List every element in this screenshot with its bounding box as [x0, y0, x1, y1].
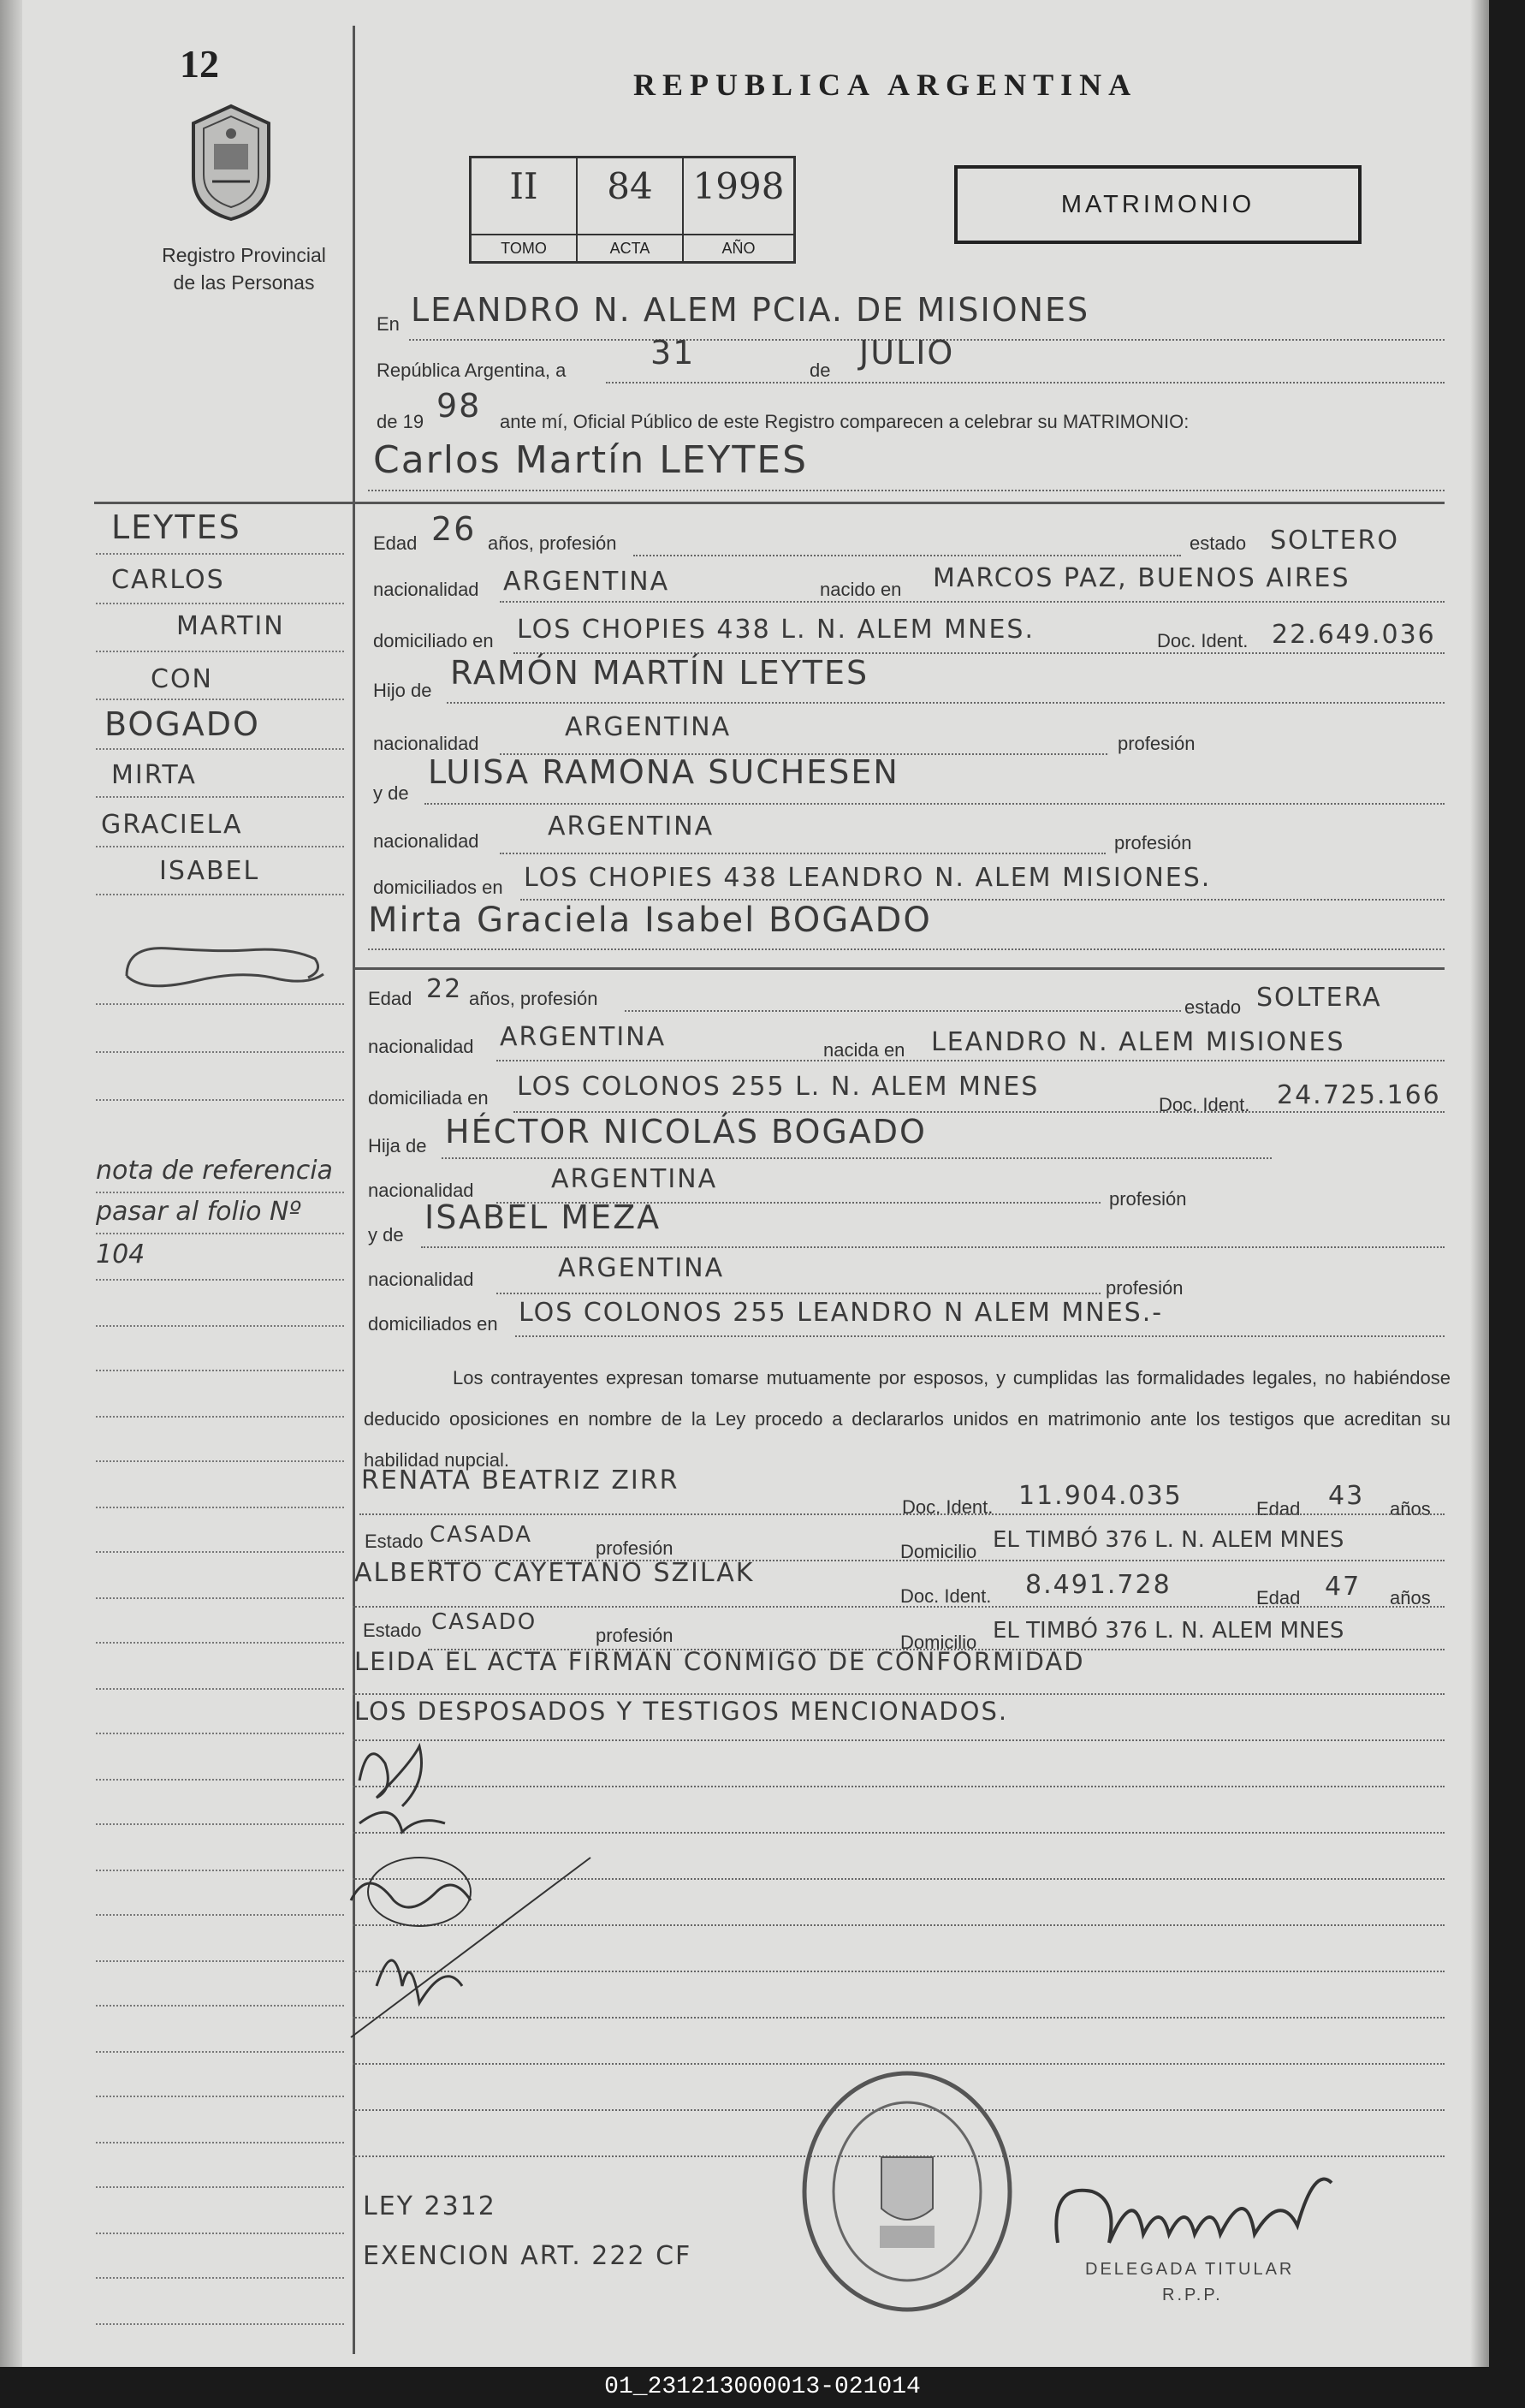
- dotted-line: [442, 1157, 1272, 1159]
- registry-stamp-icon: [796, 2063, 1018, 2320]
- acta-cell: [578, 158, 684, 261]
- groom-anos-label: años, profesión: [488, 532, 617, 554]
- dotted-line: [96, 1233, 344, 1234]
- footer-note-exemption: EXENCION ART. 222 CF: [363, 2241, 692, 2271]
- declaration-text: Los contrayentes expresan tomarse mutuamente por esposos, y cumplidas las formalidades legales, no habiéndose deducido oposiciones en nombre de la Ley procedo a declararlos unidos en matrimonio ante los testigos que acreditan su habilidad nupcial.: [364, 1367, 1451, 1471]
- witness-2-doc: 8.491.728: [1025, 1570, 1172, 1600]
- dotted-line: [500, 853, 1106, 854]
- year-suffix: 98: [436, 387, 482, 425]
- side-name: LEYTES: [111, 508, 241, 546]
- bride-nac-label: nacionalidad: [368, 1036, 474, 1057]
- groom-mother-prof-label: profesión: [1114, 832, 1192, 853]
- province-seal-icon: [187, 103, 276, 223]
- dotted-line: [633, 555, 1181, 556]
- dotted-line: [96, 2186, 344, 2188]
- bride-nacionalidad: ARGENTINA: [500, 1022, 667, 1052]
- witness-1-age: 43: [1328, 1481, 1365, 1511]
- dotted-line: [496, 1060, 1445, 1061]
- groom-birthplace: MARCOS PAZ, BUENOS AIRES: [933, 563, 1350, 593]
- footer-note-law: LEY 2312: [363, 2191, 496, 2221]
- document-type: MATRIMONIO: [954, 165, 1362, 244]
- bride-estado-label: estado: [1184, 996, 1242, 1018]
- dotted-line: [96, 1733, 344, 1734]
- bride-doc-label: Doc. Ident.: [1159, 1094, 1250, 1115]
- dotted-line: [96, 699, 344, 700]
- page-edge: [1470, 0, 1489, 2367]
- dotted-line: [96, 1099, 344, 1101]
- dotted-line: [96, 894, 344, 895]
- dotted-line: [96, 651, 344, 652]
- intro-statement: ante mí, Oficial Público de este Registro comparecen a celebrar su MATRIMONIO:: [500, 411, 1190, 432]
- witness-2-anos-label: años: [1390, 1587, 1431, 1608]
- dotted-line: [96, 2005, 344, 2007]
- bride-domicilio: LOS COLONOS 255 L. N. ALEM MNES: [517, 1072, 1040, 1102]
- tomo-cell: [472, 158, 578, 261]
- dotted-line: [96, 1914, 344, 1916]
- witness-1-dom-label: Domicilio: [900, 1541, 977, 1562]
- dotted-line: [500, 601, 1445, 603]
- side-name: CARLOS: [111, 565, 225, 595]
- witness-2-name: ALBERTO CAYETANO SZILAK: [354, 1558, 755, 1588]
- reference-note-line: pasar al folio Nº: [96, 1197, 301, 1227]
- dotted-line: [447, 702, 1445, 704]
- groom-full-name: Carlos Martín LEYTES: [373, 438, 808, 482]
- bride-father: HÉCTOR NICOLÁS BOGADO: [445, 1113, 927, 1150]
- anio-cell: [684, 158, 793, 261]
- section-divider: [355, 967, 1445, 970]
- witness-1-prof-label: profesión: [596, 1537, 673, 1559]
- dotted-line: [96, 2096, 344, 2097]
- groom-yde-label: y de: [373, 782, 409, 804]
- dotted-line: [359, 1513, 1445, 1515]
- bride-anos-label: años, profesión: [469, 988, 598, 1009]
- tomo-value: II: [509, 165, 538, 207]
- dotted-line: [424, 803, 1445, 805]
- groom-nacido-label: nacido en: [820, 579, 902, 600]
- witness-2-age: 47: [1325, 1572, 1362, 1602]
- groom-nacionalidad: ARGENTINA: [503, 567, 670, 597]
- acta-value: 84: [607, 165, 653, 207]
- registry-line-2: de las Personas: [173, 271, 315, 294]
- witness-2-edad-label: Edad: [1256, 1587, 1301, 1608]
- groom-estado: SOLTERO: [1270, 526, 1399, 556]
- dotted-line: [368, 948, 1445, 950]
- registry-name: [128, 241, 359, 296]
- side-name: ISABEL: [159, 856, 260, 886]
- dotted-line: [353, 1606, 1445, 1608]
- groom-domicilio-label: domiciliado en: [373, 630, 494, 651]
- dotted-line: [96, 1551, 344, 1553]
- dotted-line: [96, 1823, 344, 1825]
- groom-domicilio: LOS CHOPIES 438 L. N. ALEM MNES.: [517, 615, 1035, 645]
- groom-doc: 22.649.036: [1272, 620, 1436, 650]
- groom-doc-label: Doc. Ident.: [1157, 630, 1249, 651]
- witness-2-prof-label: profesión: [596, 1625, 673, 1646]
- witness-1-estado-label: Estado: [365, 1531, 424, 1552]
- closing-line-1: LEIDA EL ACTA FIRMAN CONMIGO DE CONFORMIDAD: [354, 1647, 1085, 1676]
- dotted-line: [96, 1960, 344, 1962]
- dotted-line: [96, 1870, 344, 1871]
- witness-2-doc-label: Doc. Ident.: [900, 1585, 992, 1607]
- dotted-line: [96, 1688, 344, 1690]
- bride-hija-label: Hija de: [368, 1135, 427, 1156]
- official-title: DELEGADA TITULAR: [1085, 2260, 1295, 2279]
- reference-box: [469, 156, 796, 264]
- witness-1-estado: CASADA: [430, 1522, 533, 1548]
- bride-estado: SOLTERA: [1256, 983, 1382, 1013]
- official-office: R.P.P.: [1162, 2286, 1223, 2304]
- dotted-line: [96, 1370, 344, 1371]
- day: 31: [650, 334, 696, 372]
- file-id: 01_231213000013-021014: [0, 2367, 1525, 2408]
- dotted-line: [368, 490, 1445, 491]
- groom-father-nac-label: nacionalidad: [373, 733, 479, 754]
- section-divider: [94, 502, 1445, 504]
- dotted-line: [96, 796, 344, 798]
- year-prefix: de 19: [377, 411, 424, 432]
- groom-father: RAMÓN MARTÍN LEYTES: [450, 654, 869, 692]
- anio-value: 1998: [692, 165, 785, 207]
- dotted-line: [96, 2277, 344, 2279]
- witness-1-doc: 11.904.035: [1018, 1481, 1183, 1511]
- de-label: de: [810, 360, 831, 381]
- bride-edad-label: Edad: [368, 988, 412, 1009]
- bride-parents-domicilio: LOS COLONOS 255 LEANDRO N ALEM MNES.-: [519, 1298, 1164, 1328]
- page-binding: [0, 0, 22, 2367]
- anio-label: AÑO: [684, 234, 793, 261]
- dotted-line: [353, 1693, 1445, 1695]
- registry-line-1: Registro Provincial: [162, 244, 326, 266]
- official-signature-icon: [1041, 2149, 1349, 2268]
- side-name: MARTIN: [176, 611, 285, 641]
- flourish-icon: [118, 933, 332, 1002]
- groom-father-prof-label: profesión: [1118, 733, 1196, 754]
- dotted-line: [606, 382, 1445, 383]
- dotted-line: [96, 1416, 344, 1418]
- side-name: GRACIELA: [101, 810, 243, 840]
- dotted-line: [96, 1051, 344, 1053]
- page-number: 12: [180, 42, 219, 86]
- tomo-label: TOMO: [472, 234, 576, 261]
- bride-father-prof-label: profesión: [1109, 1188, 1187, 1210]
- bride-mother: ISABEL MEZA: [424, 1198, 662, 1236]
- signatures-icon: [342, 1729, 616, 2054]
- witness-2-estado-label: Estado: [363, 1620, 422, 1641]
- bride-yde-label: y de: [368, 1224, 404, 1246]
- bride-full-name: Mirta Graciela Isabel BOGADO: [368, 901, 932, 940]
- dotted-line: [96, 1507, 344, 1508]
- side-name: MIRTA: [111, 760, 197, 790]
- dotted-line: [96, 1597, 344, 1599]
- witness-2-domicilio: EL TIMBÓ 376 L. N. ALEM MNES: [993, 1618, 1344, 1644]
- groom-father-nac: ARGENTINA: [565, 712, 732, 742]
- bride-parents-dom-label: domiciliados en: [368, 1313, 498, 1335]
- side-name: BOGADO: [104, 705, 260, 743]
- dotted-line: [96, 603, 344, 604]
- groom-edad-label: Edad: [373, 532, 418, 554]
- dotted-line: [96, 1279, 344, 1281]
- bride-age: 22: [426, 974, 463, 1004]
- dotted-line: [96, 1003, 344, 1005]
- republic-label: República Argentina, a: [377, 360, 567, 381]
- month: JULIO: [859, 334, 955, 372]
- bride-mother-nac: ARGENTINA: [558, 1253, 725, 1283]
- dotted-line: [96, 748, 344, 750]
- bride-mother-prof-label: profesión: [1106, 1277, 1184, 1299]
- dotted-line: [515, 1335, 1445, 1337]
- witness-1-anos-label: años: [1390, 1498, 1431, 1519]
- closing-line-2: LOS DESPOSADOS Y TESTIGOS MENCIONADOS.: [354, 1697, 1009, 1726]
- acta-label: ACTA: [578, 234, 682, 261]
- dotted-line: [96, 553, 344, 555]
- side-name: CON: [151, 664, 214, 694]
- groom-mother-nac-label: nacionalidad: [373, 830, 479, 852]
- dotted-line: [96, 2233, 344, 2234]
- groom-parents-domicilio: LOS CHOPIES 438 LEANDRO N. ALEM MISIONES.: [524, 863, 1212, 893]
- dotted-line: [96, 1325, 344, 1327]
- country-heading: REPUBLICA ARGENTINA: [633, 68, 1138, 102]
- dotted-line: [96, 1460, 344, 1462]
- groom-nac-label: nacionalidad: [373, 579, 479, 600]
- place: LEANDRO N. ALEM PCIA. DE MISIONES: [411, 291, 1090, 329]
- groom-hijo-label: Hijo de: [373, 680, 432, 701]
- bride-doc: 24.725.166: [1277, 1080, 1441, 1110]
- groom-mother-nac: ARGENTINA: [548, 812, 715, 841]
- dotted-line: [96, 2323, 344, 2325]
- dotted-line: [96, 1192, 344, 1193]
- bride-birthplace: LEANDRO N. ALEM MISIONES: [931, 1027, 1345, 1057]
- dotted-line: [421, 1246, 1445, 1248]
- groom-parents-dom-label: domiciliados en: [373, 877, 503, 898]
- bride-nacida-label: nacida en: [823, 1039, 905, 1061]
- bride-father-nac-label: nacionalidad: [368, 1180, 474, 1201]
- dotted-line: [96, 1642, 344, 1644]
- bride-father-nac: ARGENTINA: [551, 1164, 718, 1194]
- dotted-line: [496, 1293, 1101, 1294]
- reference-note-line: nota de referencia: [96, 1156, 333, 1186]
- dotted-line: [96, 846, 344, 847]
- witness-2-dom-label: Domicilio: [900, 1632, 977, 1653]
- groom-mother: LUISA RAMONA SUCHESEN: [428, 753, 899, 791]
- witness-1-domicilio: EL TIMBÓ 376 L. N. ALEM MNES: [993, 1527, 1344, 1553]
- groom-estado-label: estado: [1190, 532, 1247, 554]
- reference-note-line: 104: [96, 1240, 145, 1269]
- dotted-line: [96, 1779, 344, 1781]
- en-label: En: [377, 313, 400, 335]
- groom-age: 26: [431, 510, 477, 548]
- witness-1-name: RENATA BEATRIZ ZIRR: [361, 1466, 679, 1495]
- witness-1-edad-label: Edad: [1256, 1498, 1301, 1519]
- dotted-line: [96, 2051, 344, 2053]
- dotted-line: [625, 1010, 1181, 1012]
- witness-1-doc-label: Doc. Ident.: [902, 1496, 994, 1518]
- bride-mother-nac-label: nacionalidad: [368, 1269, 474, 1290]
- bride-domicilio-label: domiciliada en: [368, 1087, 489, 1109]
- dotted-line: [96, 2142, 344, 2143]
- witness-2-estado: CASADO: [431, 1609, 537, 1635]
